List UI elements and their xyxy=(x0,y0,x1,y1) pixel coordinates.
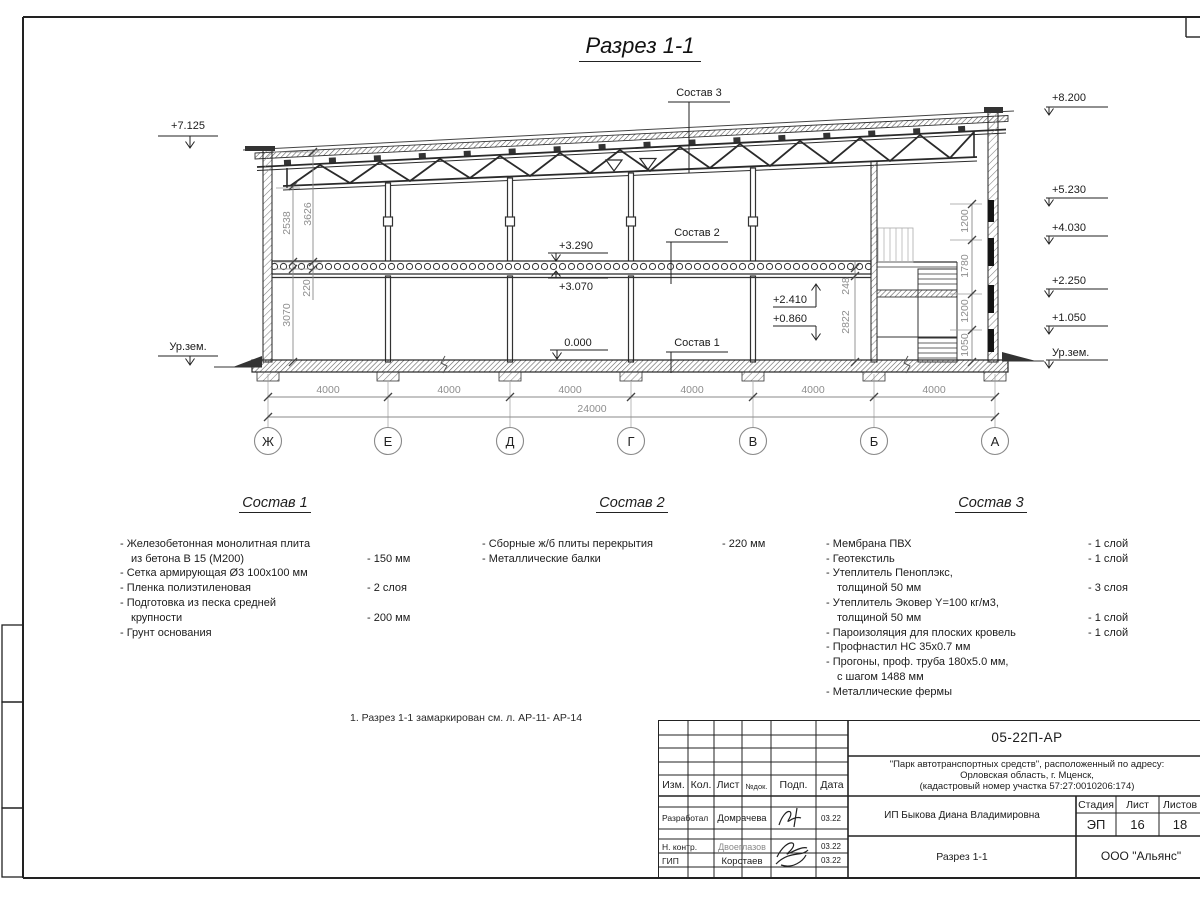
stage-label: Стадия xyxy=(1078,799,1114,811)
elevation-stair-up: +2.410 xyxy=(773,294,807,306)
drawing-title: Разрез 1-1 xyxy=(936,851,988,863)
axis-bubble-b: Б xyxy=(869,434,879,449)
walls xyxy=(245,107,1003,362)
elevation-right-2250: +2.250 xyxy=(1052,275,1086,287)
dim-left-2538: 2538 xyxy=(281,211,293,235)
row-date-3: 03.22 xyxy=(820,856,842,865)
legend-1-title: Состав 1 xyxy=(120,496,430,513)
dim-left-220: 220 xyxy=(301,279,313,297)
col-ndok: №док. xyxy=(745,782,768,791)
project-line-3: (кадастровый номер участка 57:27:0010206:174) xyxy=(919,781,1135,792)
dim-bay-2: 4000 xyxy=(437,384,461,396)
axis-bubble-a: А xyxy=(990,434,1000,449)
dim-left-3626: 3626 xyxy=(302,202,314,226)
col-kol: Кол. xyxy=(690,779,712,791)
dim-left-3070: 3070 xyxy=(281,303,293,327)
dim-mid-248: 248 xyxy=(840,277,852,295)
row-date-1: 03.22 xyxy=(820,814,842,823)
title-block xyxy=(658,720,1200,878)
right-parapet-cap xyxy=(984,107,1003,113)
elevation-left-top: +7.125 xyxy=(171,120,205,132)
row-name-domracheva: Домрачева xyxy=(717,813,767,824)
col-izm: Изм. xyxy=(662,779,685,791)
elevation-ground-right: Ур.зем. xyxy=(1052,347,1090,359)
doc-number: 05-22П-АР xyxy=(991,730,1063,745)
elevation-right-1050: +1.050 xyxy=(1052,312,1086,324)
row-name-korotaev: Коротаев xyxy=(721,856,763,867)
elevation-stair-down: +0.860 xyxy=(773,313,807,325)
dim-bay-6: 4000 xyxy=(922,384,946,396)
sheet-note: 1. Разрез 1-1 замаркирован см. л. АР-11- АР-14 xyxy=(350,712,583,724)
row-date-2: 03.22 xyxy=(820,842,842,851)
callout-sostav-3: Состав 3 xyxy=(676,87,722,99)
row-role-razrabotal: Разработал xyxy=(662,813,709,823)
dim-bay-4: 4000 xyxy=(680,384,704,396)
elevation-zero: 0.000 xyxy=(564,337,592,349)
dim-bay-5: 4000 xyxy=(801,384,825,396)
staircase xyxy=(877,228,957,362)
axis-bubble-zh: Ж xyxy=(261,434,274,449)
legend-sostav-3: Состав 3 - Мембрана ПВХ - 1 слой - Геотекстиль - 1 слой - Утеплитель Пеноплэкс, толщиной 50 мм - 3 слоя - Утеплитель Эковер Y=100 кг/м3, толщиной 50 мм - 1 слой - Пароизоляция для плоских кровель - 1 слой - Профнастил НС 35х0.7 мм - Прогоны, проф. труба 180х5.0 мм, с шагом 1488 мм - Металлические фермы xyxy=(826,496,1156,700)
legend-3-title: Состав 3 xyxy=(826,496,1156,513)
signatures xyxy=(776,808,808,866)
sheet-label: Лист xyxy=(1126,799,1149,811)
dim-right-1200a: 1200 xyxy=(959,209,971,233)
sheet-value: 16 xyxy=(1130,817,1145,832)
dim-mid-2822: 2822 xyxy=(840,310,852,334)
axis-bubble-d: Д xyxy=(505,434,515,449)
elevation-right-5230: +5.230 xyxy=(1052,184,1086,196)
stair-landing xyxy=(877,290,957,297)
elevation-slab-bottom: +3.070 xyxy=(559,281,593,293)
legend-2-title: Состав 2 xyxy=(482,496,782,513)
legend-sostav-2: Состав 2 - Сборные ж/б плиты перекрытия - 220 мм - Металлические балки xyxy=(482,496,782,566)
dim-bay-3: 4000 xyxy=(558,384,582,396)
axis-bubble-e: Е xyxy=(383,434,393,449)
project-line-2: Орловская область, г. Мценск, xyxy=(960,770,1094,781)
dim-right-1050: 1050 xyxy=(959,333,971,357)
col-podp: Подп. xyxy=(779,779,808,791)
sheets-label: Листов xyxy=(1163,799,1198,811)
company-name: ООО "Альянс" xyxy=(1100,849,1182,863)
axis-bubble-g: Г xyxy=(627,434,635,449)
row-role-gip: ГИП xyxy=(662,856,679,866)
callout-sostav-2: Состав 2 xyxy=(674,227,720,239)
elevation-ground-left: Ур.зем. xyxy=(169,341,207,353)
roof xyxy=(243,111,1014,171)
row-name-dvoeglazov: Двоеглазов xyxy=(718,842,766,852)
left-apron xyxy=(233,356,262,367)
footings xyxy=(257,372,1006,381)
elevation-right-4030: +4.030 xyxy=(1052,222,1086,234)
stage-value: ЭП xyxy=(1086,817,1106,832)
row-role-nkontr: Н. контр. xyxy=(662,842,698,852)
project-line-1: "Парк автотранспортных средств", расположенный по адресу: xyxy=(889,759,1165,770)
col-data: Дата xyxy=(820,779,844,791)
stair-wall xyxy=(871,161,877,362)
axis-bubble-v: В xyxy=(748,434,758,449)
dim-right-1200b: 1200 xyxy=(959,299,971,323)
stair-railing xyxy=(884,228,908,262)
floor-slab xyxy=(272,261,871,278)
sheets-value: 18 xyxy=(1172,817,1188,832)
col-list: Лист xyxy=(716,779,740,791)
elevation-right-8200: +8.200 xyxy=(1052,92,1086,104)
left-parapet-cap xyxy=(245,146,275,151)
dim-bay-1: 4000 xyxy=(316,384,340,396)
page-title: Разрез 1-1 xyxy=(520,33,760,62)
legend-sostav-1: Состав 1 - Железобетонная монолитная плита из бетона В 15 (М200) - 150 мм - Сетка армирующая Ø3 100х100 мм - Пленка полиэтиленовая - 2 слоя - Подготовка из песка средней крупности - 200 мм - Грунт основания xyxy=(120,496,430,640)
dim-right-1780: 1780 xyxy=(959,254,971,278)
callout-sostav-1: Состав 1 xyxy=(674,337,720,349)
elevation-slab-top: +3.290 xyxy=(559,240,593,252)
client-name: ИП Быкова Диана Владимировна xyxy=(884,810,1040,821)
dim-total-24000: 24000 xyxy=(577,403,607,415)
right-apron xyxy=(1002,352,1036,361)
